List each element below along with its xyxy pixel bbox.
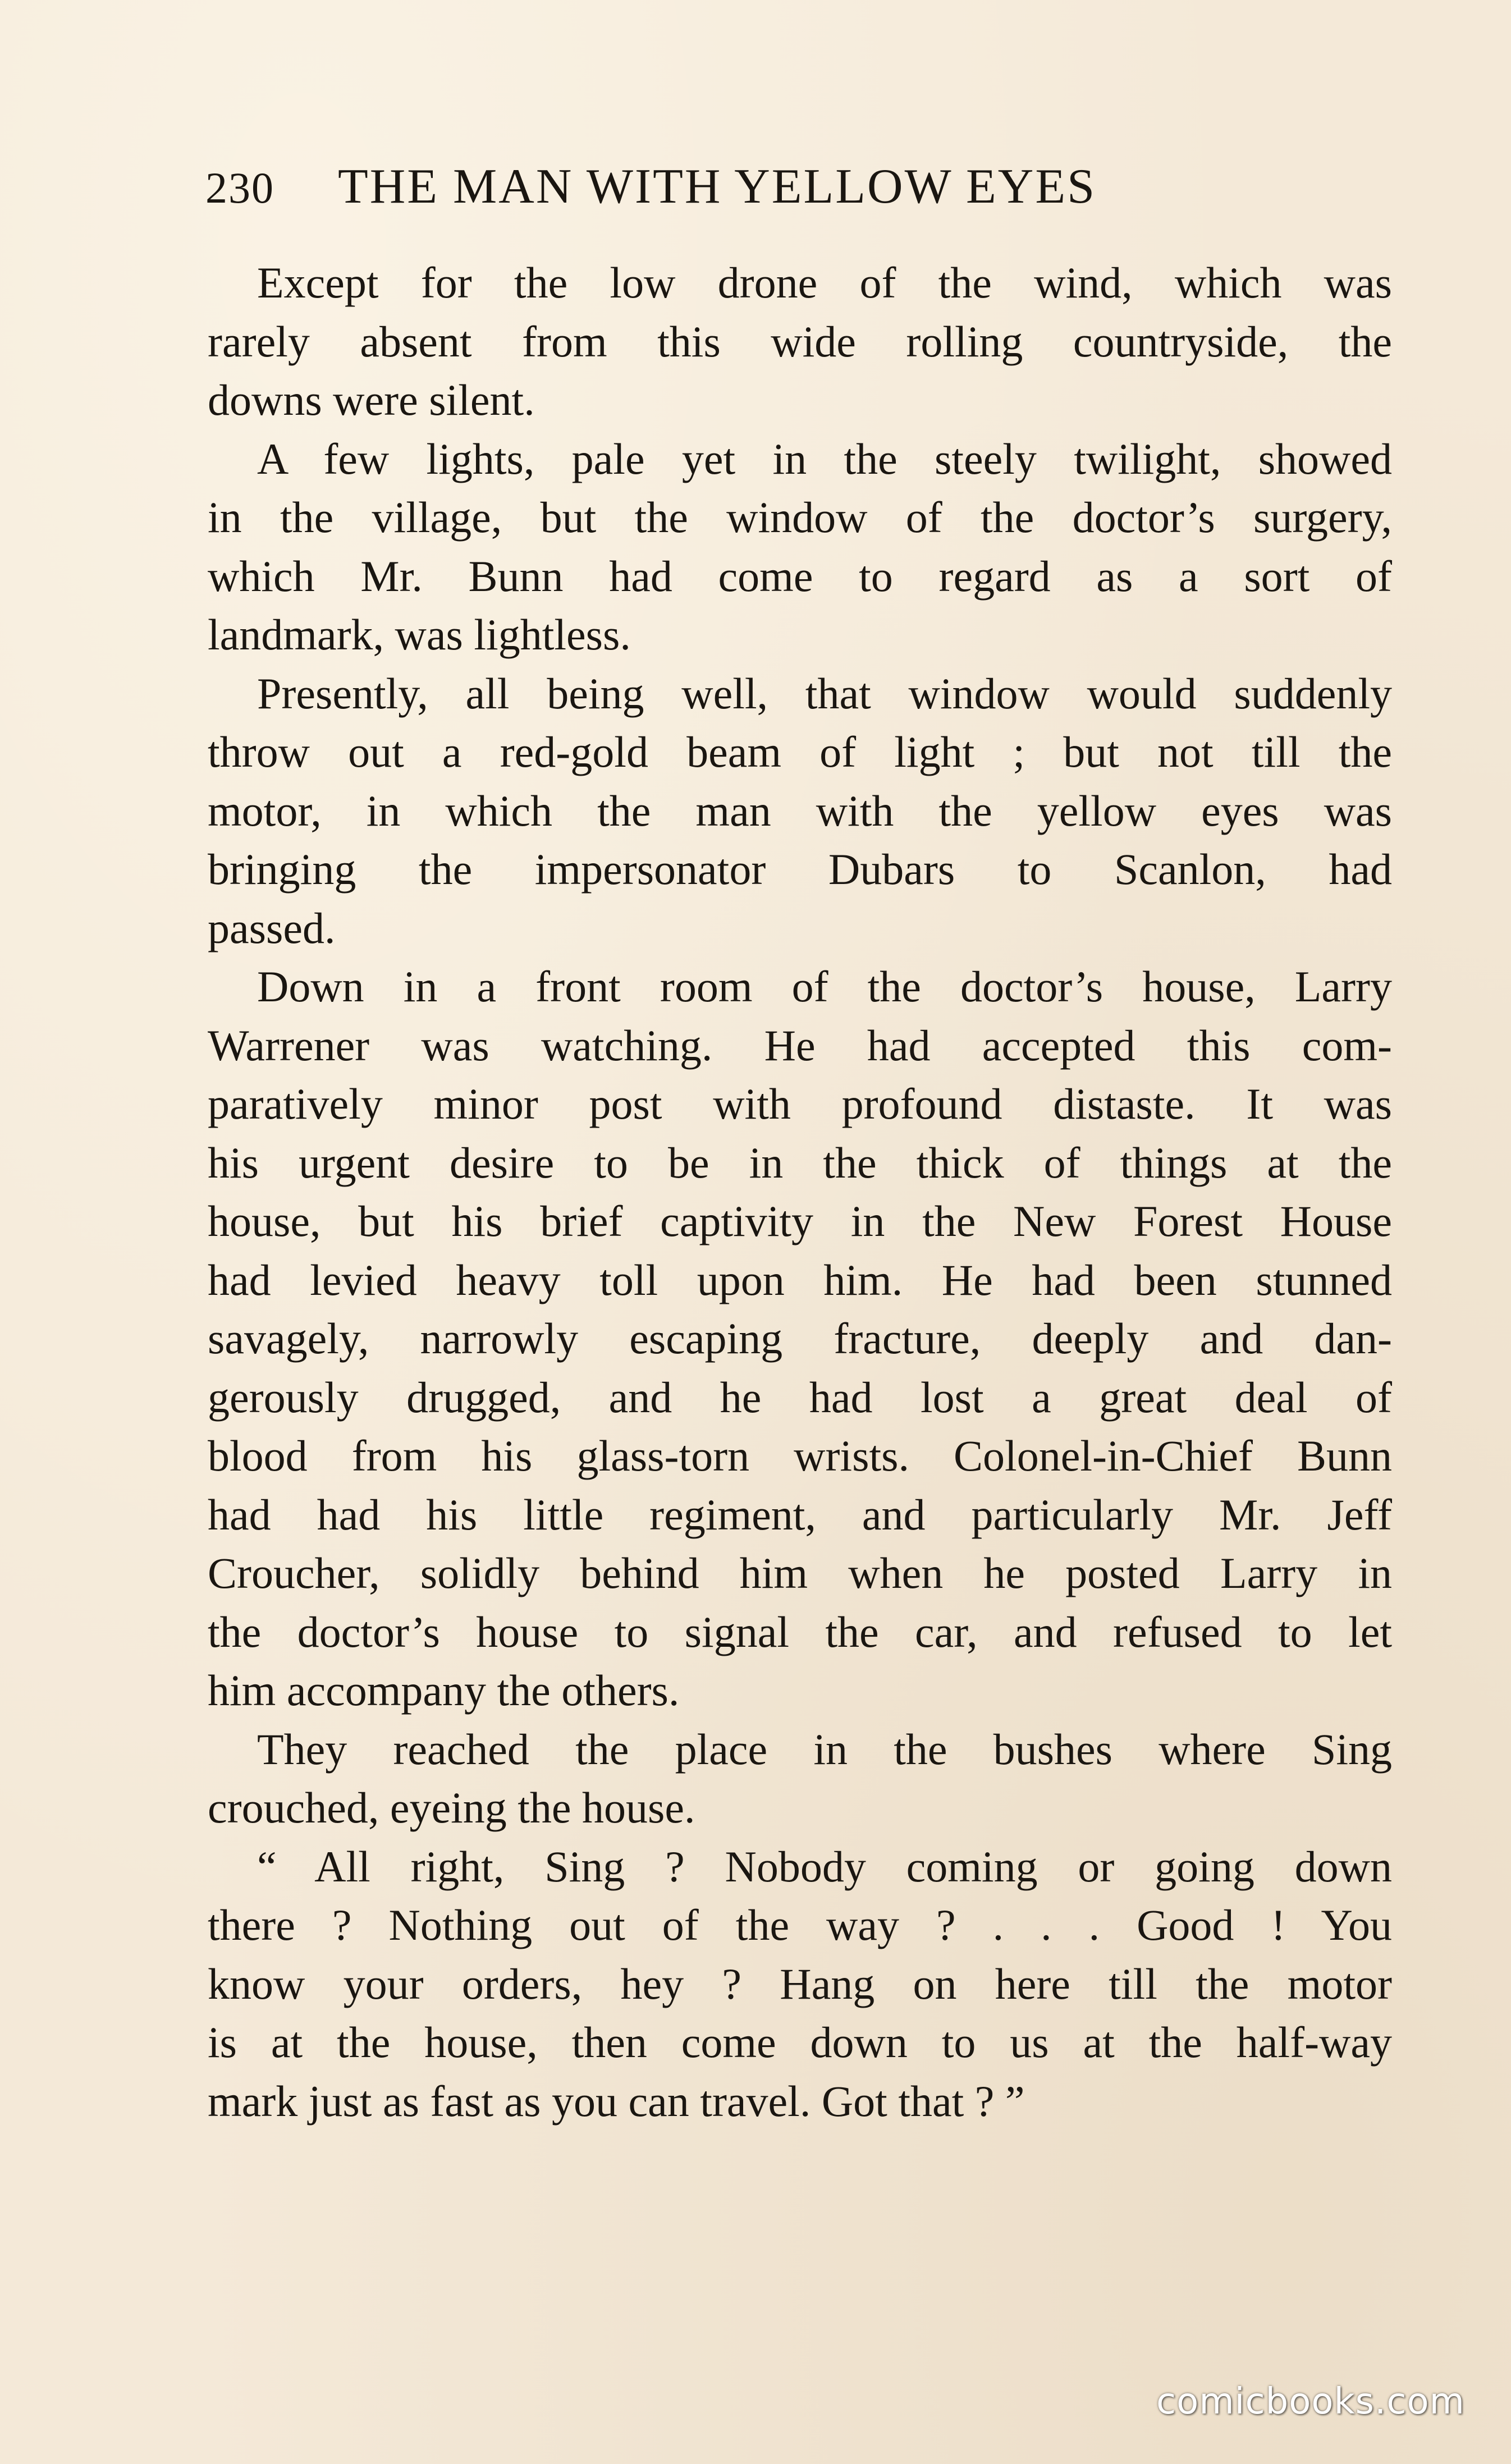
text-line: Croucher, solidly behind him when he posted Larry in (208, 1549, 1392, 1597)
text-line: A few lights, pale yet in the steely twilight, showed (257, 434, 1392, 483)
text-line: him accompany the others. (208, 1666, 680, 1715)
running-title: THE MAN WITH YELLOW EYES (338, 159, 1097, 214)
text-line: passed. (208, 903, 336, 952)
text-line: the doctor’s house to signal the car, and refused to let (208, 1607, 1392, 1656)
running-head (205, 158, 1238, 220)
text-line: had had his little regiment, and particularly Mr. Jeff (208, 1490, 1392, 1539)
text-line: which Mr. Bunn had come to regard as a sort of (208, 551, 1392, 601)
text-line: gerously drugged, and he had lost a great deal of (208, 1372, 1392, 1422)
text-line: mark just as fast as you can travel. Got that ? ” (208, 2076, 1025, 2126)
paragraph (208, 958, 1392, 1720)
text-line: crouched, eyeing the house. (208, 1783, 695, 1832)
text-line: blood from his glass-torn wrists. Colonel-in-Chief Bunn (208, 1431, 1392, 1480)
text-line: landmark, was lightless. (208, 610, 631, 659)
text-line: in the village, but the window of the doctor’s surgery, (208, 493, 1392, 542)
site-watermark: comicbooks.com (1156, 2381, 1465, 2422)
paragraph (208, 1838, 1392, 2131)
paragraph (208, 1720, 1392, 1838)
paragraph (208, 665, 1392, 958)
text-line: know your orders, hey ? Hang on here till the motor (208, 1959, 1392, 2008)
text-line: Except for the low drone of the wind, which was (257, 258, 1392, 307)
page-number: 230 (205, 163, 274, 212)
text-line: house, but his brief captivity in the New Forest House (208, 1197, 1392, 1245)
text-line: Warrener was watching. He had accepted this com- (208, 1020, 1392, 1070)
body-text (208, 254, 1392, 2131)
text-line: Presently, all being well, that window would suddenly (257, 668, 1392, 718)
text-line: motor, in which the man with the yellow eyes was (208, 786, 1392, 835)
text-line: had levied heavy toll upon him. He had been stunned (208, 1255, 1392, 1304)
text-line: rarely absent from this wide rolling countryside, the (208, 317, 1392, 366)
text-line: is at the house, then come down to us at the half-way (208, 2018, 1392, 2067)
paragraph (208, 254, 1392, 430)
text-line: downs were silent. (208, 375, 535, 424)
text-line: there ? Nothing out of the way ? . . . Good ! You (208, 1900, 1392, 1949)
text-line: bringing the impersonator Dubars to Scanlon, had (208, 845, 1392, 894)
text-line: “ All right, Sing ? Nobody coming or going down (257, 1842, 1392, 1891)
text-line: his urgent desire to be in the thick of things at the (208, 1138, 1392, 1187)
paragraph (208, 430, 1392, 665)
text-line: They reached the place in the bushes where Sing (257, 1724, 1392, 1774)
text-line: paratively minor post with profound distaste. It was (208, 1079, 1392, 1128)
text-line: throw out a red-gold beam of light ; but not till the (208, 727, 1392, 776)
text-line: savagely, narrowly escaping fracture, deeply and dan- (208, 1314, 1392, 1363)
text-line: Down in a front room of the doctor’s house, Larry (257, 962, 1392, 1011)
